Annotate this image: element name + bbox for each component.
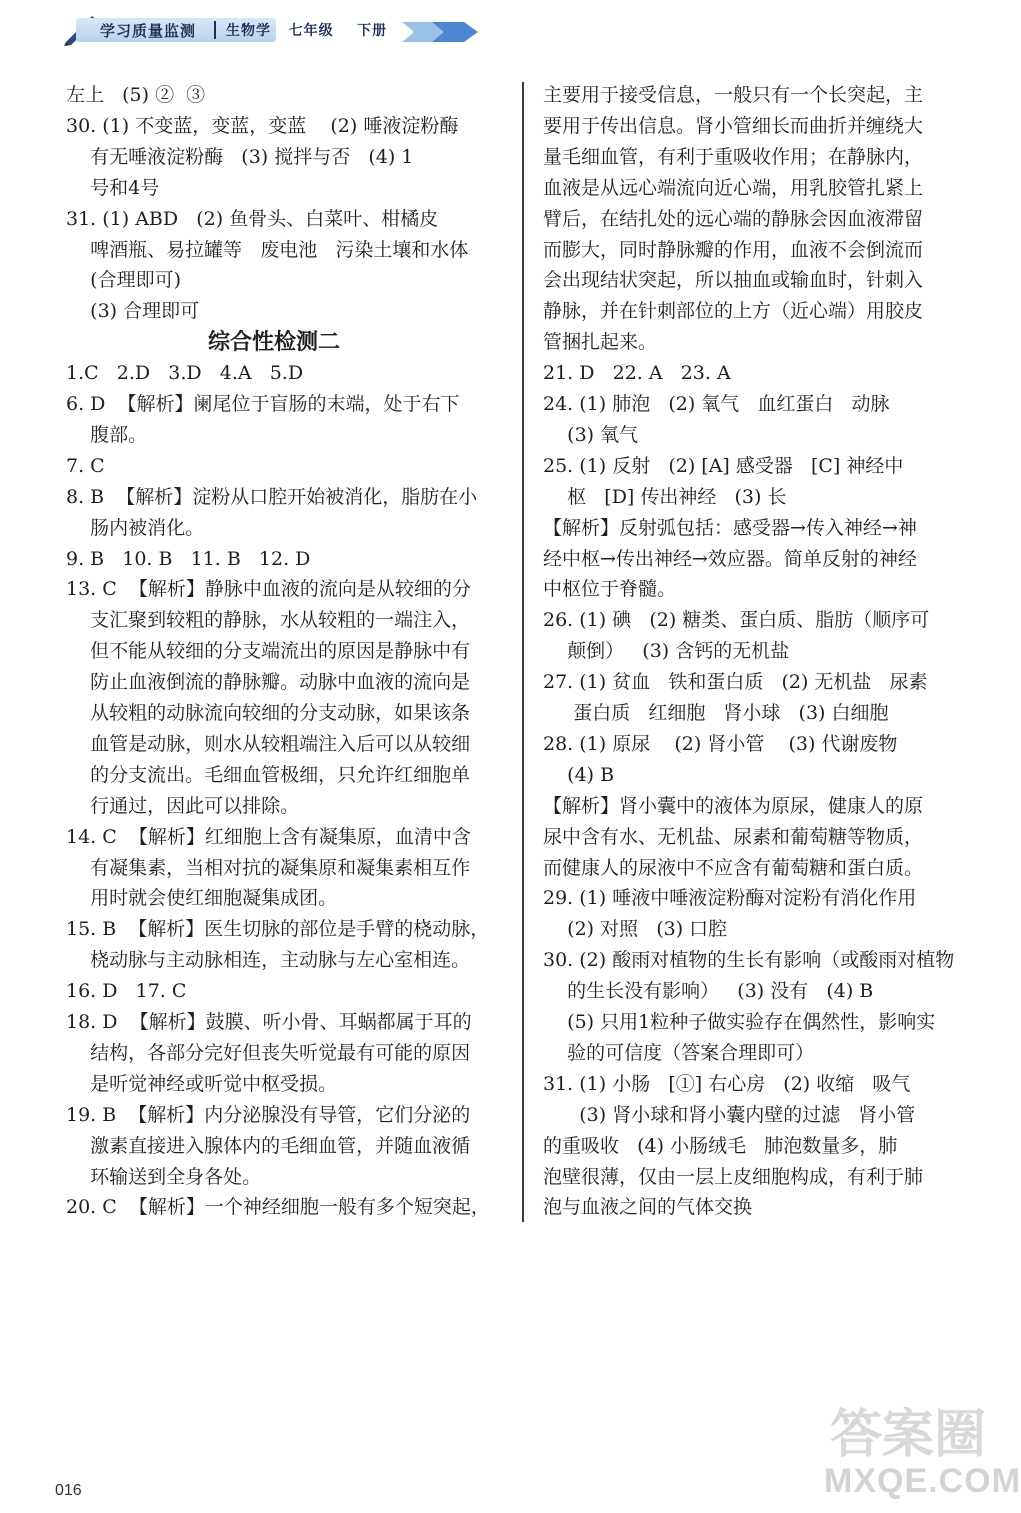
right-answer-line: 经中枢→传出神经→效应器。简单反射的神经 xyxy=(543,547,917,570)
left-answer-line: 结构，各部分完好但丧失听觉最有可能的原因 xyxy=(66,1041,471,1064)
right-answer-line: 臂后，在结扎处的远心端的静脉会因血液滞留 xyxy=(543,207,924,230)
right-answer-line: 而膨大，同时静脉瓣的作用，血液不会倒流而 xyxy=(543,238,924,261)
right-answer-line: 中枢位于脊髓。 xyxy=(543,578,677,601)
left-answer-line: 号和4号 xyxy=(66,176,160,199)
left-answer-line: (合理即可) xyxy=(66,269,181,292)
left-answer-line: 左上 (5) ② ③ xyxy=(66,84,206,106)
right-answer-line: 24. (1) 肺泡 (2) 氧气 血红蛋白 动脉 xyxy=(543,393,890,415)
left-answer-line: 7. C xyxy=(66,454,105,477)
right-answer-line: 枢 [D] 传出神经 (3) 长 xyxy=(543,485,787,508)
right-answer-line: 量毛细血管，有利于重吸收作用；在静脉内， xyxy=(543,145,924,168)
right-answer-line: (3) 氧气 xyxy=(543,423,639,446)
left-answer-line: 支汇聚到较粗的静脉，水从较粗的一端注入， xyxy=(66,609,471,632)
subject-info: 生物学 七年级 下册 xyxy=(226,23,388,39)
left-answer-line: 环输送到全身各处。 xyxy=(66,1165,262,1188)
right-answer-line: 30. (2) 酸雨对植物的生长有影响（或酸雨对植物 xyxy=(543,949,955,972)
left-answer-line: 15. B 【解析】医生切脉的部位是手臂的桡动脉， xyxy=(66,918,490,941)
right-answer-line: 要用于传出信息。肾小管细长而曲折并缠绕大 xyxy=(543,114,924,137)
left-answer-line: 激素直接进入腺体内的毛细血管，并随血液循 xyxy=(66,1134,471,1157)
right-answer-line: 的重吸收 (4) 小肠绒毛 肺泡数量多，肺 xyxy=(543,1134,898,1157)
right-answer-line: 31. (1) 小肠 [①] 右心房 (2) 收缩 吸气 xyxy=(543,1072,911,1095)
left-answer-line: 但不能从较细的分支端流出的原因是静脉中有 xyxy=(66,640,471,663)
right-answer-line: (2) 对照 (3) 口腔 xyxy=(543,918,728,941)
section-title: 综合性检测二 xyxy=(208,330,341,356)
left-answer-line: 1.C 2.D 3.D 4.A 5.D xyxy=(66,362,304,385)
right-answer-line: 27. (1) 贫血 铁和蛋白质 (2) 无机盐 尿素 xyxy=(543,671,928,694)
left-answer-line: 19. B 【解析】内分泌腺没有导管，它们分泌的 xyxy=(66,1103,471,1126)
left-answer-line: 18. D 【解析】鼓膜、听小骨、耳蜗都属于耳的 xyxy=(66,1011,472,1033)
left-answer-line: 有凝集素，当相对抗的凝集原和凝集素相互作 xyxy=(66,856,471,879)
right-answer-line: 【解析】反射弧包括：感受器→传入神经→神 xyxy=(543,516,917,539)
right-answer-line: (3) 肾小球和肾小囊内壁的过滤 肾小管 xyxy=(543,1103,916,1126)
left-answer-line: 从较粗的动脉流向较细的分支动脉，如果该条 xyxy=(66,702,471,724)
left-answer-line: 行通过，因此可以排除。 xyxy=(66,794,300,817)
left-answer-line: 防止血液倒流的静脉瓣。动脉中血液的流向是 xyxy=(66,671,471,694)
arrow-decoration-icon xyxy=(402,18,482,46)
watermark-logo xyxy=(824,1392,1021,1510)
left-answer-line: 9. B 10. B 11. B 12. D xyxy=(66,547,311,570)
right-answer-line: 血液是从远心端流向近心端，用乳胶管扎紧上 xyxy=(543,176,924,199)
left-answer-line: 血管是动脉，则水从较粗端注入后可以从较细 xyxy=(66,732,471,755)
left-answer-line: 16. D 17. C xyxy=(66,980,187,1003)
left-answer-line: 肠内被消化。 xyxy=(66,516,205,539)
right-answer-line: 颠倒） (3) 含钙的无机盐 xyxy=(543,640,790,663)
left-answer-line: 8. B 【解析】淀粉从口腔开始被消化，脂肪在小 xyxy=(66,485,478,508)
right-answer-line: 21. D 22. A 23. A xyxy=(543,362,731,385)
left-answer-line: 的分支流出。毛细血管极细，只允许红细胞单 xyxy=(66,763,471,786)
right-answer-line: 的生长没有影响） (3) 没有 (4) B xyxy=(543,980,874,1003)
left-answer-line: (3) 合理即可 xyxy=(66,300,200,323)
left-answer-line: 有无唾液淀粉酶 (3) 搅拌与否 (4) 1 xyxy=(66,145,414,168)
left-answer-line: 14. C 【解析】红细胞上含有凝集原，血清中含 xyxy=(66,825,471,848)
right-answer-line: 验的可信度（答案合理即可） xyxy=(543,1041,815,1064)
page-number: 016 xyxy=(55,1482,82,1499)
right-answer-line: 29. (1) 唾液中唾液淀粉酶对淀粉有消化作用 xyxy=(543,887,917,910)
left-answer-line: 6. D 【解析】阑尾位于盲肠的末端，处于右下 xyxy=(66,393,460,415)
right-answer-line: 【解析】肾小囊中的液体为原尿，健康人的原 xyxy=(543,794,924,817)
right-answer-line: 管捆扎起来。 xyxy=(543,331,658,354)
right-answer-line: 泡壁很薄，仅由一层上皮细胞构成，有利于肺 xyxy=(543,1165,924,1188)
right-answer-line: 蛋白质 红细胞 肾小球 (3) 白细胞 xyxy=(543,702,889,724)
left-answer-line: 用时就会使红细胞凝集成团。 xyxy=(66,887,338,910)
right-answer-line: 静脉，并在针刺部位的上方（近心端）用胶皮 xyxy=(543,300,924,323)
watermark-text-bottom: MXQE.COM xyxy=(824,1462,1021,1500)
left-answer-line: 30. (1) 不变蓝，变蓝，变蓝 (2) 唾液淀粉酶 xyxy=(66,114,459,137)
right-answer-line: 尿中含有水、无机盐、尿素和葡萄糖等物质， xyxy=(543,825,924,848)
left-answer-line: 是听觉神经或听觉中枢受损。 xyxy=(66,1072,338,1095)
right-answer-line: 主要用于接受信息，一般只有一个长突起，主 xyxy=(543,84,924,106)
right-answer-line: 会出现结状突起，所以抽血或输血时，针刺入 xyxy=(543,269,924,292)
right-answer-line: 25. (1) 反射 (2) [A] 感受器 [C] 神经中 xyxy=(543,454,904,477)
right-answer-line: 泡与血液之间的气体交换 xyxy=(543,1196,753,1219)
right-answer-line: (5) 只用1粒种子做实验存在偶然性，影响实 xyxy=(543,1011,936,1033)
right-answer-line: 28. (1) 原尿 (2) 肾小管 (3) 代谢废物 xyxy=(543,732,898,755)
left-answer-line: 13. C 【解析】静脉中血液的流向是从较细的分 xyxy=(66,578,471,601)
right-answer-line: (4) B xyxy=(543,763,615,786)
right-answer-line: 而健康人的尿液中不应含有葡萄糖和蛋白质。 xyxy=(543,856,924,879)
left-answer-line: 啤酒瓶、易拉罐等 废电池 污染土壤和水体 xyxy=(66,238,469,261)
left-answer-line: 桡动脉与主动脉相连，主动脉与左心室相连。 xyxy=(66,949,471,972)
series-title: 学习质量监测 xyxy=(100,22,197,40)
page-header xyxy=(62,12,482,46)
header-separator xyxy=(214,21,216,39)
left-answer-line: 20. C 【解析】一个神经细胞一般有多个短突起， xyxy=(66,1196,490,1219)
right-answer-line: 26. (1) 碘 (2) 糖类、蛋白质、脂肪（顺序可 xyxy=(543,609,930,632)
left-answer-line: 31. (1) ABD (2) 鱼骨头、白菜叶、柑橘皮 xyxy=(66,207,439,230)
watermark-text-top: 答案圈 xyxy=(830,1405,987,1465)
left-answer-line: 腹部。 xyxy=(66,423,148,446)
column-divider xyxy=(522,82,524,1222)
